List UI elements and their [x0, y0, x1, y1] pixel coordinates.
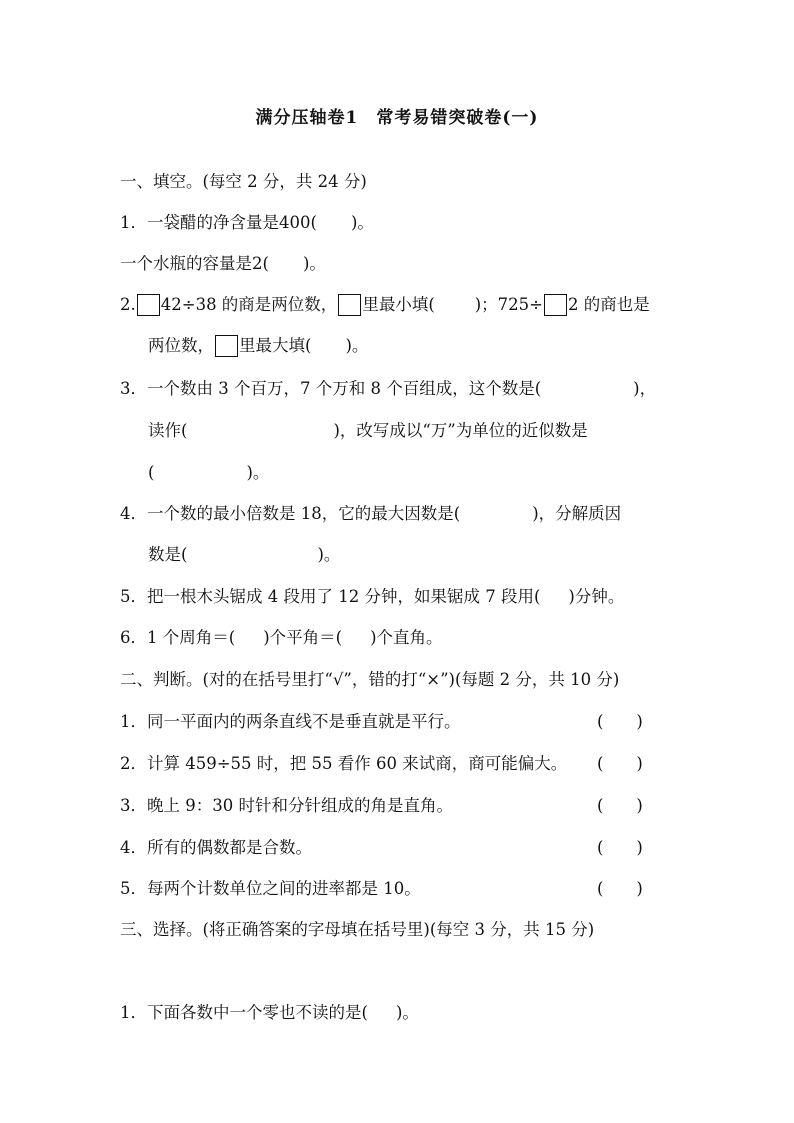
question-1-5 — [120, 585, 624, 609]
fill-box[interactable] — [338, 294, 361, 316]
question-1-3-line2 — [148, 419, 588, 443]
section-3-heading: 三、选择。(将正确答案的字母填在括号里)(每空 3 分，共 15 分) — [120, 920, 595, 939]
question-1-1b — [120, 252, 326, 276]
question-1-2-line2 — [148, 334, 368, 358]
question-text: )。 — [345, 336, 369, 355]
question-text: 2 的商也是 — [568, 295, 650, 314]
fill-box[interactable] — [215, 335, 238, 357]
judge-answer-paren-1[interactable]: ( ) — [597, 712, 643, 731]
question-1-3-line3 — [148, 461, 269, 485]
question-text: 1．下面各数中一个零也不读的是( — [120, 1003, 368, 1022]
question-text: 读作( — [148, 421, 188, 440]
judge-answer-paren-2[interactable]: ( ) — [597, 754, 643, 773]
question-text: )个直角。 — [370, 628, 443, 647]
question-text: )，分解质因 — [532, 504, 622, 523]
section-2-heading: 二、判断。(对的在括号里打“√”，错的打“×”)(每题 2 分，共 10 分) — [120, 670, 620, 689]
question-number: 2. — [120, 295, 136, 314]
question-text: )。 — [302, 254, 326, 273]
question-text: 一个水瓶的容量是2( — [120, 254, 269, 273]
judge-answer-paren-5[interactable]: ( ) — [597, 879, 643, 898]
question-text: 42÷38 的商是两位数， — [160, 295, 338, 314]
question-1-1 — [120, 211, 374, 235]
question-text: )。 — [350, 213, 374, 232]
fill-box[interactable] — [544, 294, 567, 316]
question-text: 数是( — [148, 545, 188, 564]
question-1-6 — [120, 626, 443, 650]
question-text: 3．一个数由 3 个百万，7 个万和 8 个百组成，这个数是( — [120, 379, 542, 398]
fill-box[interactable] — [137, 294, 160, 316]
section-1-heading: 一、填空。(每空 2 分，共 24 分) — [120, 172, 367, 191]
question-text: )。 — [395, 1003, 419, 1022]
judge-item-1: 1．同一平面内的两条直线不是垂直就是平行。 — [120, 712, 461, 731]
judge-item-2: 2．计算 459÷55 时，把 55 看作 60 来试商，商可能偏大。 — [120, 754, 568, 773]
question-text: )分钟。 — [568, 587, 625, 606]
question-text: 4．一个数的最小倍数是 18，它的最大因数是( — [120, 504, 461, 523]
question-text: )， — [633, 379, 657, 398]
page-title: 满分压轴卷1 常考易错突破卷(一) — [255, 108, 539, 128]
question-1-4 — [120, 502, 621, 526]
question-1-4-line2 — [148, 543, 340, 567]
question-text: 5．把一根木头锯成 4 段用了 12 分钟，如果锯成 7 段用( — [120, 587, 541, 606]
choice-question-1 — [120, 1001, 419, 1025]
judge-answer-paren-4[interactable]: ( ) — [597, 838, 643, 857]
question-text: )；725÷ — [474, 295, 544, 314]
question-text: 1．一袋醋的净含量是400( — [120, 213, 317, 232]
question-text: 6．1 个周角＝( — [120, 628, 236, 647]
question-text: )，改写成以“万”为单位的近似数是 — [333, 421, 588, 440]
question-text: 里最小填( — [362, 295, 435, 314]
judge-answer-paren-3[interactable]: ( ) — [597, 796, 643, 815]
question-text: ( — [148, 463, 155, 482]
question-text: 里最大填( — [239, 336, 312, 355]
judge-item-4: 4．所有的偶数都是合数。 — [120, 838, 312, 857]
question-text: )个平角＝( — [263, 628, 343, 647]
question-1-3 — [120, 377, 656, 401]
question-text: 两位数， — [148, 336, 214, 355]
judge-item-5: 5．每两个计数单位之间的进率都是 10。 — [120, 879, 421, 898]
question-text: )。 — [317, 545, 341, 564]
question-1-2 — [120, 293, 650, 317]
judge-item-3: 3．晚上 9：30 时针和分针组成的角是直角。 — [120, 796, 453, 815]
question-text: )。 — [246, 463, 270, 482]
